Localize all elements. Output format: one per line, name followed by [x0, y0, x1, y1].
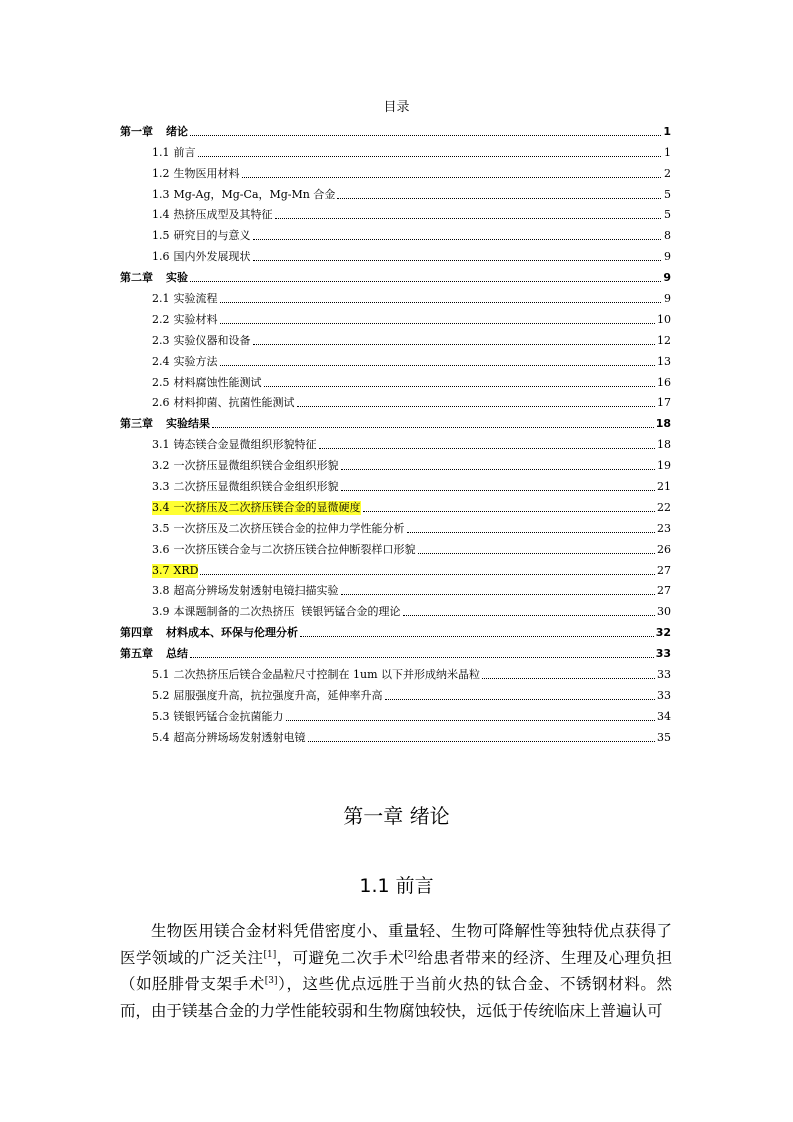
toc-page-number: 5: [664, 208, 671, 222]
body-paragraph: [120, 918, 672, 1024]
toc-section-entry[interactable]: [120, 473, 671, 494]
toc-page-number: 5: [664, 187, 671, 201]
toc-page-number: 16: [657, 375, 671, 389]
toc-page-number: 18: [657, 438, 671, 452]
toc-entry-label: 生物医用材料: [173, 166, 240, 180]
chapter-heading: 第一章 绪论: [343, 804, 450, 828]
toc-page-number: 32: [655, 626, 671, 640]
toc-entry-number: 1.3: [152, 187, 170, 201]
toc-page-number: 22: [657, 500, 671, 514]
toc-entry-text: [120, 125, 188, 139]
toc-entry-number: 2.6: [152, 396, 170, 410]
toc-entry-text: [152, 689, 383, 703]
toc-entry-number: 3.8: [152, 584, 170, 598]
toc-leader-dots: [363, 510, 656, 512]
toc-page-number: 10: [657, 312, 671, 326]
citation-ref[interactable]: [2]: [404, 949, 417, 960]
toc-entry-text: [120, 271, 188, 285]
body-text-segment: 给患者带来的经济、生理及心理负担（如胫腓骨支架手术: [120, 948, 672, 993]
toc-entry-text: [120, 417, 210, 431]
toc-entry-number: 3.1: [152, 438, 170, 452]
toc-page-number: 9: [664, 250, 671, 264]
toc-leader-dots: [220, 364, 656, 366]
toc-entry-text: [152, 292, 218, 306]
body-text-segment: ），这些优点远胜于当前火热的钛合金、不锈钢材料。然而，由于镁基合金的力学性能较弱和生物腐蚀较快，远低于传统临床上普遍认可: [120, 975, 672, 1020]
toc-leader-dots: [300, 635, 654, 637]
toc-entry-number: 3.6: [152, 542, 170, 556]
toc-leader-dots: [220, 301, 662, 303]
toc-entry-label: 一次挤压及二次挤压镁合金的拉伸力学性能分析: [173, 521, 405, 535]
toc-section-entry[interactable]: [120, 222, 671, 243]
toc-entry-number: 2.2: [152, 312, 170, 326]
toc-page-number: 2: [664, 166, 671, 180]
toc-entry-label: 实验材料: [173, 312, 218, 326]
toc-entry-text: [120, 647, 188, 661]
section-heading: 1.1 前言: [359, 875, 434, 897]
toc-page-number: 33: [655, 647, 671, 661]
toc-entry-label: 一次挤压显微组织镁合金组织形貌: [173, 459, 339, 473]
toc-leader-dots: [407, 531, 656, 533]
toc-leader-dots: [482, 677, 655, 679]
toc-page-number: 33: [657, 668, 671, 682]
toc-entry-label: 二次挤压显微组织镁合金组织形貌: [173, 480, 339, 494]
toc-entry-label: 材料抑菌、抗菌性能测试: [173, 396, 295, 410]
toc-entry-label: XRD: [173, 563, 199, 577]
toc-entry-label: 材料腐蚀性能测试: [173, 375, 262, 389]
toc-entry-text: [152, 250, 251, 264]
toc-leader-dots: [341, 593, 656, 595]
toc-entry-text: [152, 605, 401, 619]
body-text-segment: 生物医用镁合金材料凭借密度小、重量轻、生物可降解性等独特优点获得了医学领域的广泛关注: [120, 922, 672, 967]
toc-section-entry[interactable]: [120, 181, 671, 202]
toc-page-number: 17: [657, 396, 671, 410]
toc-entry-text: [152, 376, 262, 390]
toc-entry-number: 1.1: [152, 145, 170, 159]
toc-leader-dots: [264, 385, 656, 387]
toc-entry-number: 3.7: [152, 563, 170, 577]
toc-section-entry[interactable]: [120, 724, 671, 745]
toc-page-number: 18: [655, 417, 671, 431]
toc-page-number: 12: [657, 333, 671, 347]
toc-entry-number: 第一章: [120, 124, 153, 138]
toc-section-entry[interactable]: [120, 348, 671, 369]
toc-section-entry[interactable]: [120, 598, 671, 619]
toc-entry-label: 总结: [166, 647, 188, 661]
toc-entry-text: [152, 334, 251, 348]
citation-ref[interactable]: [3]: [264, 975, 278, 986]
toc-entry-label: 材料成本、环保与伦理分析: [166, 626, 298, 640]
toc-section-entry[interactable]: [120, 431, 671, 452]
toc-section-entry[interactable]: [120, 682, 671, 703]
toc-section-entry[interactable]: [120, 160, 671, 181]
toc-entry-label: 前言: [173, 145, 196, 159]
toc-entry-text: [152, 188, 335, 202]
toc-entry-number: 第五章: [120, 647, 153, 661]
toc-leader-dots: [403, 614, 656, 616]
toc-entry-label: 二次热挤压后镁合金晶粒尺寸控制在 1um 以下并形成纳米晶粒: [173, 668, 481, 682]
toc-entry-text: [152, 480, 339, 494]
toc-entry-label: 镁银钙锰合金抗菌能力: [173, 709, 284, 723]
toc-entry-text: [152, 355, 218, 369]
toc-entry-text: [152, 167, 240, 181]
toc-entry-label: 超高分辨场场发射透射电镜: [173, 730, 306, 744]
toc-entry-label: 铸态镁合金显微组织形貌特征: [173, 438, 317, 452]
toc-entry-text: [152, 438, 317, 452]
toc-entry-number: 1.6: [152, 250, 170, 264]
toc-leader-dots: [253, 259, 662, 261]
toc-entry-label: 实验: [166, 271, 188, 285]
toc-entry-text: [152, 710, 284, 724]
toc-page-number: 1: [663, 124, 671, 138]
citation-ref[interactable]: [1]: [263, 949, 277, 960]
toc-entry-number: 1.4: [152, 208, 170, 222]
toc-entry-text: [152, 313, 218, 327]
body-text-segment: ，可避免二次手术: [276, 948, 405, 967]
toc-entry-text: [152, 543, 416, 557]
toc-entry-number: 2.1: [152, 292, 170, 306]
toc-page-number: 9: [664, 292, 671, 306]
toc-entry-label: 实验仪器和设备: [173, 333, 251, 347]
table-of-contents: [120, 118, 671, 745]
toc-entry-text: [152, 501, 361, 515]
toc-entry-number: 1.2: [152, 166, 170, 180]
toc-section-entry[interactable]: [120, 515, 671, 536]
toc-leader-dots: [341, 489, 656, 491]
toc-entry-label: 实验方法: [173, 354, 218, 368]
toc-title: 目录: [383, 100, 410, 115]
toc-section-entry[interactable]: [120, 369, 671, 390]
toc-section-entry[interactable]: [120, 557, 671, 578]
toc-chapter-entry[interactable]: [120, 640, 671, 661]
toc-entry-label: 一次挤压镁合金与二次挤压镁合拉伸断裂样口形貌: [173, 542, 416, 556]
toc-leader-dots: [337, 197, 661, 199]
toc-entry-label: 屈服强度升高，抗拉强度升高，延伸率升高: [173, 688, 383, 702]
toc-entry-number: 3.4: [152, 500, 170, 514]
toc-page-number: 26: [657, 542, 671, 556]
toc-section-entry[interactable]: [120, 202, 671, 223]
toc-entry-label: 本课题制备的二次热挤压 镁银钙锰合金的理论: [173, 605, 401, 619]
toc-leader-dots: [297, 405, 656, 407]
toc-page-number: 13: [657, 354, 671, 368]
toc-section-entry[interactable]: [120, 578, 671, 599]
toc-page-number: 21: [657, 480, 671, 494]
toc-section-entry[interactable]: [120, 661, 671, 682]
toc-section-entry[interactable]: [120, 243, 671, 264]
toc-entry-text: [152, 731, 306, 745]
toc-entry-text: [152, 396, 295, 410]
toc-entry-text: [152, 208, 273, 222]
toc-leader-dots: [341, 468, 656, 470]
toc-entry-label: 国内外发展现状: [173, 250, 251, 264]
toc-section-entry[interactable]: [120, 285, 671, 306]
toc-section-entry[interactable]: [120, 139, 671, 160]
toc-entry-text: [152, 522, 405, 536]
toc-chapter-entry[interactable]: [120, 619, 671, 640]
toc-entry-number: 5.1: [152, 668, 170, 682]
toc-leader-dots: [220, 322, 656, 324]
toc-entry-number: 3.9: [152, 605, 170, 619]
toc-leader-dots: [190, 280, 661, 282]
toc-leader-dots: [190, 656, 654, 658]
toc-chapter-entry[interactable]: [120, 410, 671, 431]
toc-entry-text: [152, 146, 196, 160]
toc-leader-dots: [200, 573, 655, 575]
toc-entry-number: 5.2: [152, 688, 170, 702]
toc-page-number: 1: [664, 145, 671, 159]
toc-leader-dots: [319, 447, 656, 449]
toc-leader-dots: [286, 719, 656, 721]
toc-page-number: 19: [657, 459, 671, 473]
toc-page-number: 23: [657, 521, 671, 535]
toc-entry-number: 2.3: [152, 333, 170, 347]
toc-entry-label: 超高分辨场发射透射电镜扫描实验: [173, 584, 339, 598]
toc-entry-number: 5.3: [152, 709, 170, 723]
toc-page-number: 27: [657, 563, 671, 577]
toc-entry-label: 实验流程: [173, 292, 218, 306]
toc-leader-dots: [308, 740, 656, 742]
toc-leader-dots: [253, 343, 656, 345]
toc-entry-label: 研究目的与意义: [173, 229, 251, 243]
toc-entry-text: [152, 584, 339, 598]
toc-page-number: 34: [657, 709, 671, 723]
toc-leader-dots: [385, 698, 656, 700]
toc-page-number: 33: [657, 688, 671, 702]
toc-entry-number: 第二章: [120, 271, 153, 285]
toc-leader-dots: [275, 217, 662, 219]
toc-entry-text: [152, 229, 251, 243]
toc-entry-number: 5.4: [152, 730, 170, 744]
toc-chapter-entry[interactable]: [120, 118, 671, 139]
toc-entry-number: 第四章: [120, 626, 153, 640]
toc-entry-text: [120, 626, 298, 640]
toc-entry-number: 3.3: [152, 480, 170, 494]
toc-page-number: 27: [657, 584, 671, 598]
toc-leader-dots: [198, 155, 662, 157]
toc-section-entry[interactable]: [120, 703, 671, 724]
toc-entry-text: [152, 668, 480, 682]
toc-entry-label: 绪论: [166, 124, 188, 138]
toc-entry-number: 3.2: [152, 459, 170, 473]
toc-section-entry[interactable]: [120, 327, 671, 348]
toc-leader-dots: [418, 552, 656, 554]
toc-section-entry[interactable]: [120, 494, 671, 515]
toc-entry-number: 2.5: [152, 375, 170, 389]
toc-entry-label: 热挤压成型及其特征: [173, 208, 273, 222]
toc-section-entry[interactable]: [120, 306, 671, 327]
toc-entry-label: 一次挤压及二次挤压镁合金的显微硬度: [173, 500, 361, 514]
toc-entry-number: 第三章: [120, 417, 153, 431]
toc-page-number: 8: [664, 229, 671, 243]
toc-page-number: 35: [657, 730, 671, 744]
toc-leader-dots: [212, 426, 654, 428]
toc-section-entry[interactable]: [120, 390, 671, 411]
toc-entry-text: [152, 564, 198, 578]
toc-leader-dots: [190, 134, 661, 136]
toc-page-number: 9: [663, 271, 671, 285]
toc-page-number: 30: [657, 605, 671, 619]
toc-entry-number: 1.5: [152, 229, 170, 243]
toc-leader-dots: [253, 238, 662, 240]
toc-entry-number: 2.4: [152, 354, 170, 368]
toc-section-entry[interactable]: [120, 536, 671, 557]
toc-chapter-entry[interactable]: [120, 264, 671, 285]
toc-entry-text: [152, 459, 339, 473]
toc-leader-dots: [242, 176, 662, 178]
toc-entry-label: 实验结果: [166, 417, 210, 431]
toc-entry-label: Mg-Ag，Mg-Ca，Mg-Mn 合金: [173, 187, 336, 201]
toc-section-entry[interactable]: [120, 452, 671, 473]
toc-entry-number: 3.5: [152, 521, 170, 535]
